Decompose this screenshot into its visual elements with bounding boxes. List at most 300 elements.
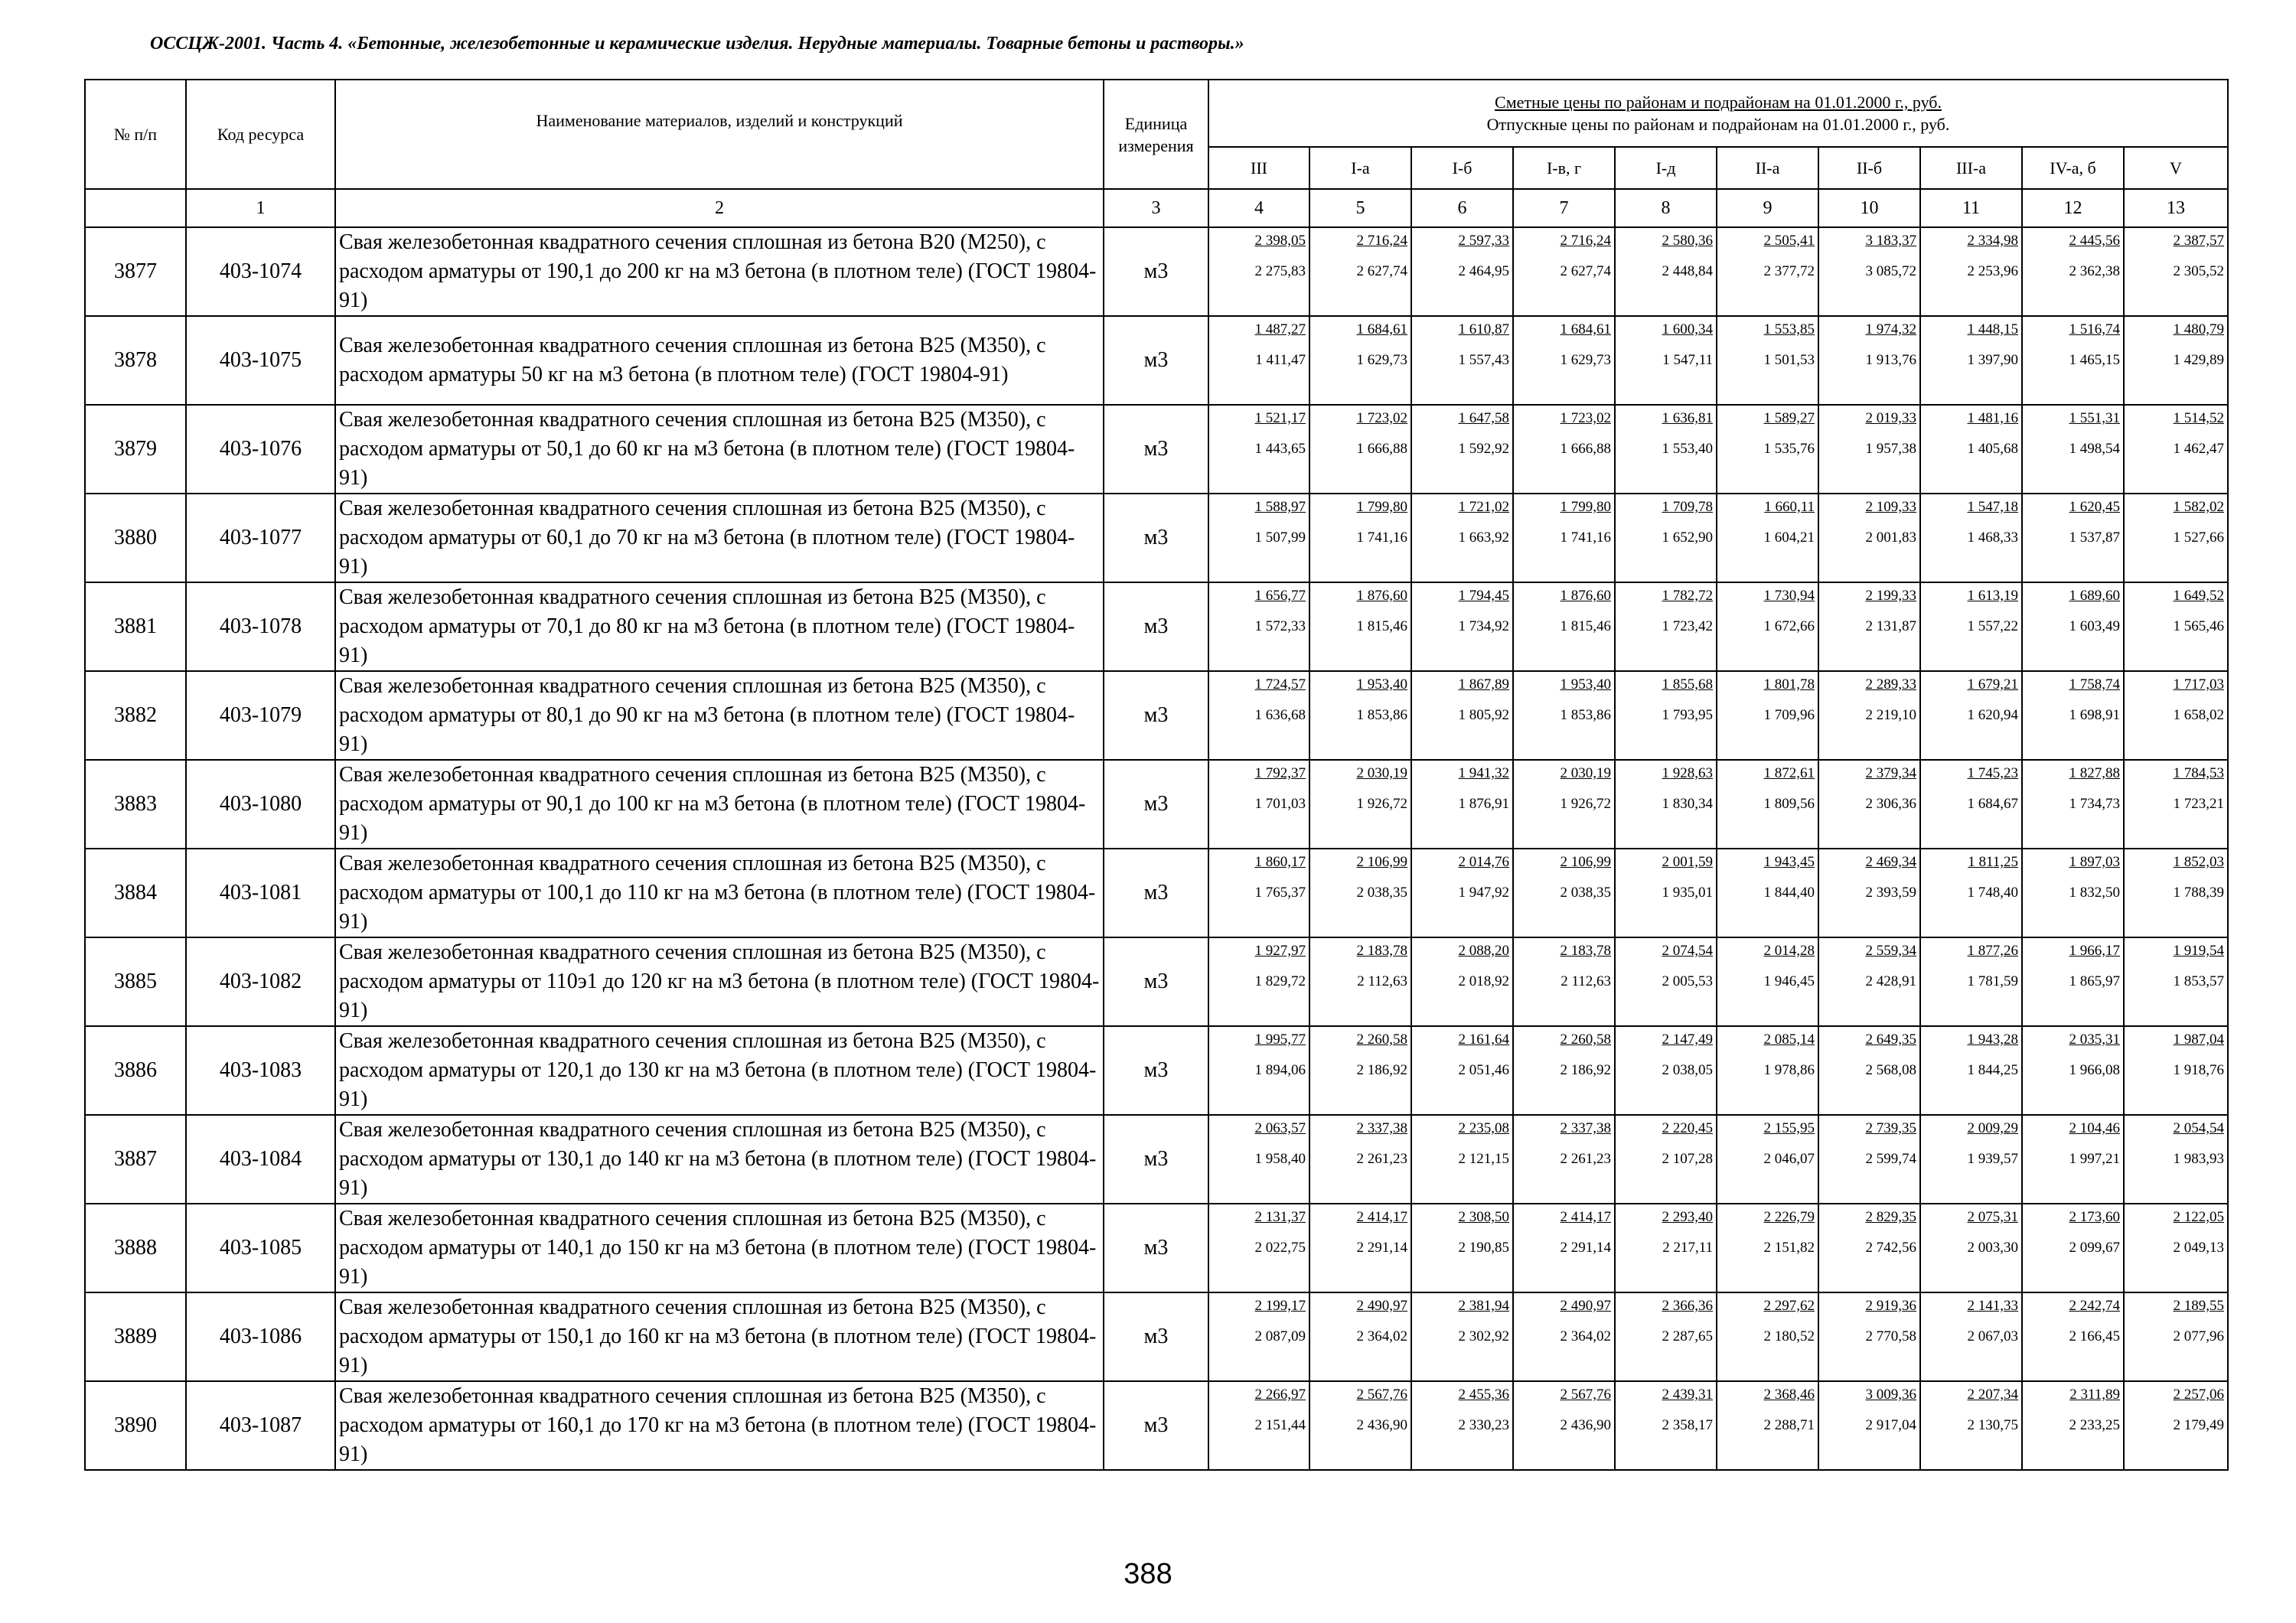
- selling-price: 2 190,85: [1458, 1240, 1509, 1256]
- selling-price: 2 003,30: [1967, 1240, 2018, 1256]
- row-number: 3887: [85, 1115, 186, 1204]
- selling-price: 1 913,76: [1865, 352, 1916, 368]
- unit-cell: м3: [1104, 316, 1208, 405]
- price-cell: [1208, 1292, 1309, 1381]
- price-cell: [1920, 227, 2022, 316]
- price-cell: [1513, 1381, 1615, 1470]
- selling-price: 1 815,46: [1356, 618, 1407, 634]
- price-cell: [1411, 1026, 1513, 1115]
- estimated-price: 1 730,94: [1763, 588, 1815, 604]
- selling-price: 2 121,15: [1458, 1151, 1509, 1167]
- price-cell: [1615, 1026, 1717, 1115]
- selling-price: 1 698,91: [2069, 707, 2120, 723]
- estimated-price: 2 199,33: [1865, 588, 1916, 604]
- selling-price: 2 112,63: [1357, 973, 1407, 989]
- selling-price: 2 428,91: [1865, 973, 1916, 989]
- selling-price: 1 946,45: [1763, 973, 1815, 989]
- estimated-price: 2 366,36: [1662, 1298, 1713, 1314]
- unit-cell: м3: [1104, 1204, 1208, 1292]
- price-cell: [1208, 582, 1309, 671]
- selling-price: 1 603,49: [2069, 618, 2120, 634]
- price-cell: [1411, 937, 1513, 1026]
- price-cell: [1717, 671, 1818, 760]
- material-name: Свая железобетонная квадратного сечения сплошная из бетона В25 (М350), с расходом арматуры от 110э1 до 120 кг на м3 бетона (в плотном теле) (ГОСТ 19804-91): [335, 937, 1104, 1026]
- row-number: 3879: [85, 405, 186, 494]
- price-cell: [1920, 1381, 2022, 1470]
- estimated-price: 2 308,50: [1458, 1209, 1509, 1225]
- estimated-price: 2 716,24: [1356, 233, 1407, 249]
- estimated-price: 2 054,54: [2173, 1120, 2224, 1136]
- selling-price: 2 077,96: [2173, 1328, 2224, 1344]
- header-prices: [1208, 80, 2228, 147]
- estimated-price: 2 226,79: [1763, 1209, 1815, 1225]
- estimated-price: 1 636,81: [1662, 410, 1713, 426]
- selling-price: 1 701,03: [1254, 796, 1306, 812]
- selling-price: 3 085,72: [1865, 263, 1916, 279]
- price-cell: [1615, 582, 1717, 671]
- selling-price: 2 186,92: [1560, 1062, 1611, 1078]
- price-cell: [1309, 1115, 1411, 1204]
- estimated-price: 1 620,45: [2069, 499, 2120, 515]
- estimated-price: 2 131,37: [1254, 1209, 1306, 1225]
- estimated-price: 2 379,34: [1865, 765, 1916, 781]
- table-row: [85, 760, 2228, 849]
- estimated-price: 2 293,40: [1662, 1209, 1713, 1225]
- row-number: 3880: [85, 494, 186, 582]
- price-cell: [2022, 582, 2124, 671]
- selling-price: 2 742,56: [1865, 1240, 1916, 1256]
- estimated-price: 1 876,60: [1356, 588, 1407, 604]
- material-name: Свая железобетонная квадратного сечения сплошная из бетона В25 (М350), с расходом арматуры от 160,1 до 170 кг на м3 бетона (в плотном теле) (ГОСТ 19804-91): [335, 1381, 1104, 1470]
- estimated-price: 2 469,34: [1865, 854, 1916, 870]
- selling-price: 1 604,21: [1763, 530, 1815, 546]
- estimated-price: 2 580,36: [1662, 233, 1713, 249]
- estimated-price: 1 600,34: [1662, 321, 1713, 337]
- selling-price: 2 436,90: [1560, 1417, 1611, 1433]
- selling-price: 1 853,86: [1356, 707, 1407, 723]
- column-number: 1: [186, 189, 335, 227]
- estimated-price: 1 516,74: [2069, 321, 2120, 337]
- price-cell: [1717, 1115, 1818, 1204]
- estimated-price: 1 995,77: [1254, 1031, 1306, 1048]
- price-cell: [1513, 494, 1615, 582]
- selling-price: 1 997,21: [2069, 1151, 2120, 1167]
- header-unit-line2: измерения: [1118, 135, 1194, 155]
- estimated-price: 2 207,34: [1967, 1387, 2018, 1403]
- selling-price: 1 947,92: [1458, 885, 1509, 901]
- selling-price: 1 829,72: [1254, 973, 1306, 989]
- selling-price: 2 219,10: [1865, 707, 1916, 723]
- header-prices-line1: Сметные цены по районам и подрайонам на 01.01.2000 г., руб.: [1495, 93, 1942, 112]
- estimated-price: 2 019,33: [1865, 410, 1916, 426]
- estimated-price: 1 974,32: [1865, 321, 1916, 337]
- price-cell: [1818, 316, 1920, 405]
- selling-price: 1 723,21: [2173, 796, 2224, 812]
- price-cell: [1411, 1381, 1513, 1470]
- resource-code: 403-1082: [186, 937, 335, 1026]
- price-cell: [1615, 1115, 1717, 1204]
- price-cell: [1309, 316, 1411, 405]
- table-row: [85, 582, 2228, 671]
- table-row: [85, 405, 2228, 494]
- row-number: 3877: [85, 227, 186, 316]
- selling-price: 2 005,53: [1662, 973, 1713, 989]
- selling-price: 1 805,92: [1458, 707, 1509, 723]
- estimated-price: 1 799,80: [1356, 499, 1407, 515]
- price-cell: [1208, 1381, 1309, 1470]
- price-cell: [1920, 316, 2022, 405]
- estimated-price: 1 860,17: [1254, 854, 1306, 870]
- unit-cell: м3: [1104, 227, 1208, 316]
- header-region: I-б: [1411, 147, 1513, 189]
- row-number: 3882: [85, 671, 186, 760]
- price-cell: [2022, 849, 2124, 937]
- selling-price: 2 107,28: [1662, 1151, 1713, 1167]
- price-cell: [1208, 316, 1309, 405]
- price-cell: [1411, 1115, 1513, 1204]
- header-region: I-а: [1309, 147, 1411, 189]
- estimated-price: 1 514,52: [2173, 410, 2224, 426]
- estimated-price: 1 897,03: [2069, 854, 2120, 870]
- row-number: 3881: [85, 582, 186, 671]
- selling-price: 2 364,02: [1356, 1328, 1407, 1344]
- price-cell: [1717, 1204, 1818, 1292]
- price-cell: [2124, 227, 2228, 316]
- header-region: I-в, г: [1513, 147, 1615, 189]
- estimated-price: 2 337,38: [1356, 1120, 1407, 1136]
- resource-code: 403-1074: [186, 227, 335, 316]
- estimated-price: 2 009,29: [1967, 1120, 2018, 1136]
- selling-price: 1 553,40: [1662, 441, 1713, 457]
- price-cell: [1513, 849, 1615, 937]
- estimated-price: 2 189,55: [2173, 1298, 2224, 1314]
- column-number: 4: [1208, 189, 1309, 227]
- material-name: Свая железобетонная квадратного сечения сплошная из бетона В25 (М350), с расходом арматуры от 130,1 до 140 кг на м3 бетона (в плотном теле) (ГОСТ 19804-91): [335, 1115, 1104, 1204]
- price-cell: [1818, 1381, 1920, 1470]
- selling-price: 1 498,54: [2069, 441, 2120, 457]
- selling-price: 2 627,74: [1560, 263, 1611, 279]
- price-cell: [1717, 1292, 1818, 1381]
- price-cell: [1309, 760, 1411, 849]
- column-number: 7: [1513, 189, 1615, 227]
- price-cell: [1513, 760, 1615, 849]
- selling-price: 1 658,02: [2173, 707, 2224, 723]
- selling-price: 2 022,75: [1254, 1240, 1306, 1256]
- selling-price: 1 527,66: [2173, 530, 2224, 546]
- resource-code: 403-1084: [186, 1115, 335, 1204]
- selling-price: 1 793,95: [1662, 707, 1713, 723]
- estimated-price: 2 567,76: [1560, 1387, 1611, 1403]
- estimated-price: 1 852,03: [2173, 854, 2224, 870]
- price-cell: [1513, 405, 1615, 494]
- selling-price: 1 709,96: [1763, 707, 1815, 723]
- price-cell: [2022, 937, 2124, 1026]
- column-number: 6: [1411, 189, 1513, 227]
- price-cell: [1615, 1381, 1717, 1470]
- price-cell: [1309, 494, 1411, 582]
- estimated-price: 2 739,35: [1865, 1120, 1916, 1136]
- price-cell: [1920, 1026, 2022, 1115]
- row-number: 3885: [85, 937, 186, 1026]
- price-cell: [1818, 227, 1920, 316]
- price-cell: [1208, 227, 1309, 316]
- estimated-price: 2 266,97: [1254, 1387, 1306, 1403]
- price-cell: [1411, 760, 1513, 849]
- price-cell: [2124, 1026, 2228, 1115]
- unit-cell: м3: [1104, 1115, 1208, 1204]
- estimated-price: 2 001,59: [1662, 854, 1713, 870]
- estimated-price: 2 035,31: [2069, 1031, 2120, 1048]
- estimated-price: 1 953,40: [1560, 676, 1611, 693]
- price-cell: [1615, 849, 1717, 937]
- price-cell: [2124, 671, 2228, 760]
- price-cell: [1818, 760, 1920, 849]
- selling-price: 2 393,59: [1865, 885, 1916, 901]
- page-header: ОССЦЖ-2001. Часть 4. «Бетонные, железобетонные и керамические изделия. Нерудные материалы. Товарные бетоны и растворы.»: [150, 34, 1244, 54]
- estimated-price: 2 030,19: [1356, 765, 1407, 781]
- estimated-price: 1 723,02: [1560, 410, 1611, 426]
- selling-price: 1 557,43: [1458, 352, 1509, 368]
- estimated-price: 2 919,36: [1865, 1298, 1916, 1314]
- price-cell: [1513, 1115, 1615, 1204]
- selling-price: 2 067,03: [1967, 1328, 2018, 1344]
- price-cell: [2022, 671, 2124, 760]
- unit-cell: м3: [1104, 1026, 1208, 1115]
- price-cell: [1208, 1204, 1309, 1292]
- estimated-price: 1 794,45: [1458, 588, 1509, 604]
- estimated-price: 1 876,60: [1560, 588, 1611, 604]
- selling-price: 2 302,92: [1458, 1328, 1509, 1344]
- estimated-price: 2 445,56: [2069, 233, 2120, 249]
- header-region: III: [1208, 147, 1309, 189]
- price-cell: [1411, 582, 1513, 671]
- estimated-price: 2 490,97: [1356, 1298, 1407, 1314]
- estimated-price: 1 723,02: [1356, 410, 1407, 426]
- selling-price: 2 253,96: [1967, 263, 2018, 279]
- estimated-price: 2 311,89: [2069, 1387, 2120, 1403]
- selling-price: 2 180,52: [1763, 1328, 1815, 1344]
- selling-price: 1 748,40: [1967, 885, 2018, 901]
- selling-price: 2 233,25: [2069, 1417, 2120, 1433]
- selling-price: 1 918,76: [2173, 1062, 2224, 1078]
- resource-code: 403-1075: [186, 316, 335, 405]
- row-number: 3884: [85, 849, 186, 937]
- price-cell: [1309, 1204, 1411, 1292]
- selling-price: 1 926,72: [1560, 796, 1611, 812]
- price-cell: [1920, 1292, 2022, 1381]
- price-cell: [1309, 227, 1411, 316]
- selling-price: 1 734,92: [1458, 618, 1509, 634]
- estimated-price: 1 855,68: [1662, 676, 1713, 693]
- estimated-price: 2 173,60: [2069, 1209, 2120, 1225]
- price-cell: [1920, 1115, 2022, 1204]
- price-cell: [1818, 1204, 1920, 1292]
- table-row: [85, 494, 2228, 582]
- price-cell: [1309, 405, 1411, 494]
- price-cell: [1920, 1204, 2022, 1292]
- selling-price: 1 809,56: [1763, 796, 1815, 812]
- price-cell: [1615, 316, 1717, 405]
- estimated-price: 2 014,28: [1763, 943, 1815, 959]
- selling-price: 2 261,23: [1560, 1151, 1611, 1167]
- estimated-price: 2 155,95: [1763, 1120, 1815, 1136]
- selling-price: 1 957,38: [1865, 441, 1916, 457]
- estimated-price: 1 679,21: [1967, 676, 2018, 693]
- price-cell: [1208, 1026, 1309, 1115]
- price-cell: [1615, 494, 1717, 582]
- price-cell: [2124, 1381, 2228, 1470]
- material-name: Свая железобетонная квадратного сечения сплошная из бетона В25 (М350), с расходом арматуры от 120,1 до 130 кг на м3 бетона (в плотном теле) (ГОСТ 19804-91): [335, 1026, 1104, 1115]
- estimated-price: 2 597,33: [1458, 233, 1509, 249]
- price-cell: [2124, 760, 2228, 849]
- price-cell: [2124, 405, 2228, 494]
- header-code: Код ресурса: [186, 80, 335, 189]
- material-name: Свая железобетонная квадратного сечения сплошная из бетона В20 (М250), с расходом арматуры от 190,1 до 200 кг на м3 бетона (в плотном теле) (ГОСТ 19804-91): [335, 227, 1104, 316]
- selling-price: 2 046,07: [1763, 1151, 1815, 1167]
- price-cell: [1411, 1292, 1513, 1381]
- selling-price: 2 464,95: [1458, 263, 1509, 279]
- selling-price: 2 112,63: [1561, 973, 1611, 989]
- estimated-price: 3 009,36: [1865, 1387, 1916, 1403]
- estimated-price: 1 966,17: [2069, 943, 2120, 959]
- selling-price: 1 411,47: [1255, 352, 1306, 368]
- estimated-price: 2 199,17: [1254, 1298, 1306, 1314]
- selling-price: 2 364,02: [1560, 1328, 1611, 1344]
- selling-price: 1 537,87: [2069, 530, 2120, 546]
- header-region: II-б: [1818, 147, 1920, 189]
- row-number: 3888: [85, 1204, 186, 1292]
- price-cell: [2124, 849, 2228, 937]
- selling-price: 2 130,75: [1967, 1417, 2018, 1433]
- selling-price: 2 049,13: [2173, 1240, 2224, 1256]
- estimated-price: 1 448,15: [1967, 321, 2018, 337]
- estimated-price: 1 801,78: [1763, 676, 1815, 693]
- estimated-price: 1 684,61: [1560, 321, 1611, 337]
- material-name: Свая железобетонная квадратного сечения сплошная из бетона В25 (М350), с расходом арматуры от 70,1 до 80 кг на м3 бетона (в плотном теле) (ГОСТ 19804-91): [335, 582, 1104, 671]
- selling-price: 1 935,01: [1662, 885, 1713, 901]
- price-cell: [1717, 494, 1818, 582]
- estimated-price: 2 297,62: [1763, 1298, 1815, 1314]
- selling-price: 1 926,72: [1356, 796, 1407, 812]
- selling-price: 2 288,71: [1763, 1417, 1815, 1433]
- table-row: [85, 1292, 2228, 1381]
- price-cell: [1615, 671, 1717, 760]
- unit-cell: м3: [1104, 582, 1208, 671]
- estimated-price: 2 075,31: [1967, 1209, 2018, 1225]
- price-cell: [2022, 1292, 2124, 1381]
- table-row: [85, 1381, 2228, 1470]
- resource-code: 403-1085: [186, 1204, 335, 1292]
- unit-cell: м3: [1104, 1381, 1208, 1470]
- selling-price: 2 038,35: [1356, 885, 1407, 901]
- selling-price: 1 830,34: [1662, 796, 1713, 812]
- selling-price: 1 723,42: [1662, 618, 1713, 634]
- price-cell: [1411, 494, 1513, 582]
- selling-price: 1 815,46: [1560, 618, 1611, 634]
- selling-price: 2 305,52: [2173, 263, 2224, 279]
- header-unit: [1104, 80, 1208, 189]
- material-name: Свая железобетонная квадратного сечения сплошная из бетона В25 (М350), с расходом арматуры от 150,1 до 160 кг на м3 бетона (в плотном теле) (ГОСТ 19804-91): [335, 1292, 1104, 1381]
- price-cell: [1717, 760, 1818, 849]
- selling-price: 2 770,58: [1865, 1328, 1916, 1344]
- estimated-price: 2 649,35: [1865, 1031, 1916, 1048]
- header-row-no: № п/п: [85, 80, 186, 189]
- price-cell: [1208, 405, 1309, 494]
- selling-price: 1 629,73: [1560, 352, 1611, 368]
- price-cell: [1513, 671, 1615, 760]
- material-name: Свая железобетонная квадратного сечения сплошная из бетона В25 (М350), с расходом арматуры от 100,1 до 110 кг на м3 бетона (в плотном теле) (ГОСТ 19804-91): [335, 849, 1104, 937]
- estimated-price: 1 660,11: [1764, 499, 1815, 515]
- selling-price: 1 666,88: [1560, 441, 1611, 457]
- selling-price: 1 535,76: [1763, 441, 1815, 457]
- estimated-price: 2 088,20: [1458, 943, 1509, 959]
- price-cell: [1309, 1381, 1411, 1470]
- selling-price: 1 572,33: [1254, 618, 1306, 634]
- unit-cell: м3: [1104, 937, 1208, 1026]
- estimated-price: 2 109,33: [1865, 499, 1916, 515]
- price-cell: [1818, 937, 1920, 1026]
- selling-price: 1 501,53: [1763, 352, 1815, 368]
- header-region: V: [2124, 147, 2228, 189]
- estimated-price: 1 943,28: [1967, 1031, 2018, 1048]
- selling-price: 1 876,91: [1458, 796, 1509, 812]
- estimated-price: 1 709,78: [1662, 499, 1713, 515]
- estimated-price: 2 559,34: [1865, 943, 1916, 959]
- price-cell: [2022, 760, 2124, 849]
- estimated-price: 1 610,87: [1458, 321, 1509, 337]
- estimated-price: 1 689,60: [2069, 588, 2120, 604]
- selling-price: 1 978,86: [1763, 1062, 1815, 1078]
- row-number: 3883: [85, 760, 186, 849]
- selling-price: 1 666,88: [1356, 441, 1407, 457]
- unit-cell: м3: [1104, 405, 1208, 494]
- price-cell: [1513, 937, 1615, 1026]
- selling-price: 1 443,65: [1254, 441, 1306, 457]
- selling-price: 1 397,90: [1967, 352, 2018, 368]
- column-number: 11: [1920, 189, 2022, 227]
- estimated-price: 2 014,76: [1458, 854, 1509, 870]
- selling-price: 1 405,68: [1967, 441, 2018, 457]
- material-name: Свая железобетонная квадратного сечения сплошная из бетона В25 (М350), с расходом арматуры от 140,1 до 150 кг на м3 бетона (в плотном теле) (ГОСТ 19804-91): [335, 1204, 1104, 1292]
- unit-cell: м3: [1104, 494, 1208, 582]
- selling-price: 1 507,99: [1254, 530, 1306, 546]
- estimated-price: 2 085,14: [1763, 1031, 1815, 1048]
- selling-price: 1 663,92: [1458, 530, 1509, 546]
- selling-price: 1 966,08: [2069, 1062, 2120, 1078]
- page-number: 388: [1124, 1558, 1172, 1590]
- price-cell: [1513, 1204, 1615, 1292]
- column-number: 10: [1818, 189, 1920, 227]
- resource-code: 403-1086: [186, 1292, 335, 1381]
- column-number: 5: [1309, 189, 1411, 227]
- estimated-price: 1 943,45: [1763, 854, 1815, 870]
- estimated-price: 1 553,85: [1763, 321, 1815, 337]
- table-row: [85, 937, 2228, 1026]
- price-cell: [1513, 227, 1615, 316]
- price-cell: [1411, 316, 1513, 405]
- estimated-price: 1 784,53: [2173, 765, 2224, 781]
- column-number: 3: [1104, 189, 1208, 227]
- estimated-price: 1 953,40: [1356, 676, 1407, 693]
- column-number: 2: [335, 189, 1104, 227]
- selling-price: 1 557,22: [1967, 618, 2018, 634]
- price-cell: [2124, 1204, 2228, 1292]
- estimated-price: 1 941,32: [1458, 765, 1509, 781]
- estimated-price: 2 106,99: [1356, 854, 1407, 870]
- estimated-price: 1 758,74: [2069, 676, 2120, 693]
- selling-price: 2 275,83: [1254, 263, 1306, 279]
- price-cell: [1615, 227, 1717, 316]
